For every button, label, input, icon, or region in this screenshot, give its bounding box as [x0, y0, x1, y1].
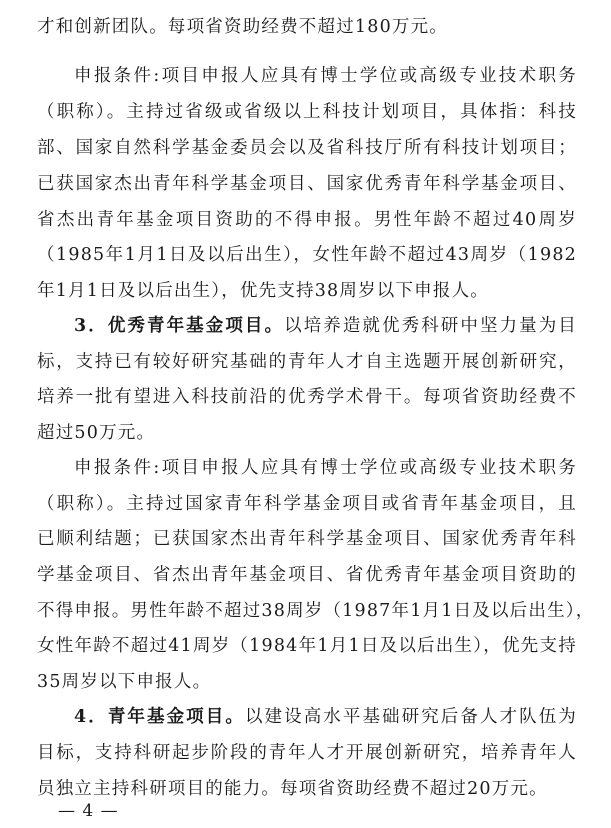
paragraph-2-line-1: 申报条件:项目申报人应具有博士学位或高级专业技术职务 [74, 66, 577, 86]
paragraph-4-line-2: （职称）。主持过国家青年科学基金项目或省青年基金项目，且 [37, 494, 577, 514]
paragraph-2-line-3: 部、国家自然科学基金委员会以及省科技厅所有科技计划项目； [37, 138, 577, 158]
paragraph-5-line-1-text: 以建设高水平基础研究后备人才队伍为 [244, 707, 577, 727]
paragraph-2-line-2: （职称）。主持过省级或省级以上科技计划项目，具体指：科技 [37, 102, 577, 122]
paragraph-3-line-3: 培养一批有望进入科技前沿的优秀学术骨干。每项省资助经费不 [37, 387, 577, 407]
paragraph-3-line-1-text: 以培养造就优秀科研中坚力量为目 [284, 316, 577, 336]
paragraph-3-line-2: 标，支持已有较好研究基础的青年人才自主选题开展创新研究， [37, 352, 577, 372]
paragraph-2-line-7: 年1月1日及以后出生），优先支持38周岁以下申报人。 [37, 281, 489, 301]
paragraph-4-line-4: 学基金项目、省杰出青年基金项目、省优秀青年基金项目资助的 [37, 565, 577, 585]
paragraph-3-line-1 [74, 314, 577, 338]
paragraph-5-line-3: 员独立主持科研项目的能力。每项省资助经费不超过20万元。 [37, 779, 548, 799]
paragraph-4-line-3: 已顺利结题；已获国家杰出青年科学基金项目、国家优秀青年科 [37, 529, 577, 549]
paragraph-5-line-2: 目标，支持科研起步阶段的青年人才开展创新研究，培养青年人 [37, 743, 577, 763]
paragraph-5-line-1 [74, 705, 577, 729]
paragraph-2-line-6: （1985年1月1日及以后出生），女性年龄不超过43周岁（1982 [37, 245, 577, 265]
paragraph-4-line-5: 不得申报。男性年龄不超过38周岁（1987年1月1日及以后出生）， [37, 601, 595, 621]
paragraph-4-line-6: 女性年龄不超过41周岁（1984年1月1日及以后出生），优先支持 [37, 636, 577, 656]
paragraph-4-line-1: 申报条件:项目申报人应具有博士学位或高级专业技术职务 [74, 458, 577, 478]
page-number: — 4 — [58, 801, 119, 821]
paragraph-2-line-4: 已获国家杰出青年科学基金项目、国家优秀青年科学基金项目、 [37, 174, 577, 194]
paragraph-2-line-5: 省杰出青年基金项目资助的不得申报。男性年龄不超过40周岁 [37, 210, 577, 230]
paragraph-3-line-4: 超过50万元。 [37, 423, 156, 443]
section-heading-3: 3．优秀青年基金项目。 [74, 316, 285, 336]
section-heading-4: 4．青年基金项目。 [74, 707, 245, 727]
paragraph-4-line-7: 35周岁以下申报人。 [37, 672, 212, 692]
paragraph-1-line-1: 才和创新团队。每项省资助经费不超过180万元。 [37, 17, 449, 37]
